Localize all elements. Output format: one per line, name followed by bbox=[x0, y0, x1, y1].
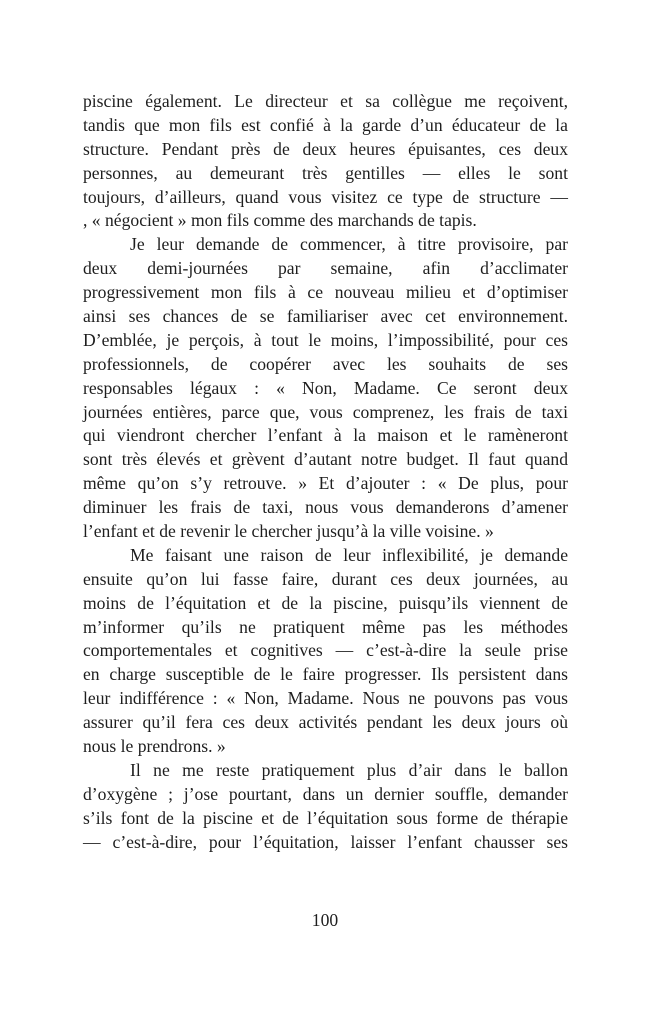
page-number: 100 bbox=[311, 910, 339, 930]
text-line: nous le prendrons. » bbox=[83, 736, 226, 757]
paragraph bbox=[83, 90, 568, 233]
text-line: professionnels, de coopérer avec les souhaits de ses bbox=[83, 353, 568, 374]
text-line: en charge susceptible de le faire progresser. Ils persistent dans bbox=[83, 664, 568, 685]
text-line: diminuer les frais de taxi, nous vous demanderons d’amener bbox=[83, 497, 568, 518]
text-line: comportementales et cognitives — c’est-à-dire la seule prise bbox=[83, 640, 568, 661]
text-line: journées entières, parce que, vous comprenez, les frais de taxi bbox=[83, 401, 568, 422]
text-line: piscine également. Le directeur et sa collègue me reçoivent, bbox=[83, 91, 568, 111]
text-line: m’informer qu’ils ne pratiquent même pas les méthodes bbox=[83, 616, 568, 637]
text-line: moins de l’équitation et de la piscine, puisqu’ils viennent de bbox=[83, 592, 568, 613]
text-line: Me faisant une raison de leur inflexibilité, je demande bbox=[130, 544, 568, 565]
text-line: progressivement mon fils à ce nouveau milieu et d’optimiser bbox=[83, 282, 568, 303]
paragraph bbox=[83, 759, 568, 855]
text-line: , « négocient » mon fils comme des marchands de tapis. bbox=[83, 210, 477, 231]
text-line: sont très élevés et grèvent d’autant notre budget. Il faut quand bbox=[83, 449, 568, 470]
text-line: Il ne me reste pratiquement plus d’air dans le ballon bbox=[130, 759, 568, 780]
text-line: l’enfant et de revenir le chercher jusqu’à la ville voisine. » bbox=[83, 521, 494, 542]
text-line: ainsi ses chances de se familiariser avec cet environnement. bbox=[83, 306, 568, 327]
text-line: leur indifférence : « Non, Madame. Nous ne pouvons pas vous bbox=[83, 688, 568, 709]
text-line: deux demi-journées par semaine, afin d’acclimater bbox=[83, 258, 568, 279]
text-line: d’oxygène ; j’ose pourtant, dans un dernier souffle, demander bbox=[83, 783, 568, 804]
text-line: Je leur demande de commencer, à titre provisoire, par bbox=[130, 234, 568, 255]
text-line: tandis que mon fils est confié à la garde d’un éducateur de la bbox=[83, 114, 568, 135]
paragraph bbox=[83, 544, 568, 759]
text-line: assurer qu’il fera ces deux activités pendant les deux jours où bbox=[83, 712, 568, 733]
text-line: responsables légaux : « Non, Madame. Ce seront deux bbox=[83, 377, 568, 398]
text-line: structure. Pendant près de deux heures épuisantes, ces deux bbox=[83, 138, 568, 159]
text-line: toujours, d’ailleurs, quand vous visitez ce type de structure — bbox=[83, 186, 568, 207]
text-line: D’emblée, je perçois, à tout le moins, l’impossibilité, pour ces bbox=[83, 329, 568, 350]
text-line: qui viendront chercher l’enfant à la maison et le ramèneront bbox=[83, 425, 568, 446]
text-line: personnes, au demeurant très gentilles — elles le sont bbox=[83, 162, 568, 183]
text-line: — c’est-à-dire, pour l’équitation, laisser l’enfant chausser ses bbox=[83, 831, 568, 852]
body-text bbox=[83, 90, 568, 855]
text-line: même qu’on s’y retrouve. » Et d’ajouter : « De plus, pour bbox=[83, 473, 568, 494]
text-line: ensuite qu’on lui fasse faire, durant ces deux journées, au bbox=[83, 568, 568, 589]
text-line: s’ils font de la piscine et de l’équitation sous forme de thérapie bbox=[83, 807, 568, 828]
paragraph bbox=[83, 233, 568, 544]
